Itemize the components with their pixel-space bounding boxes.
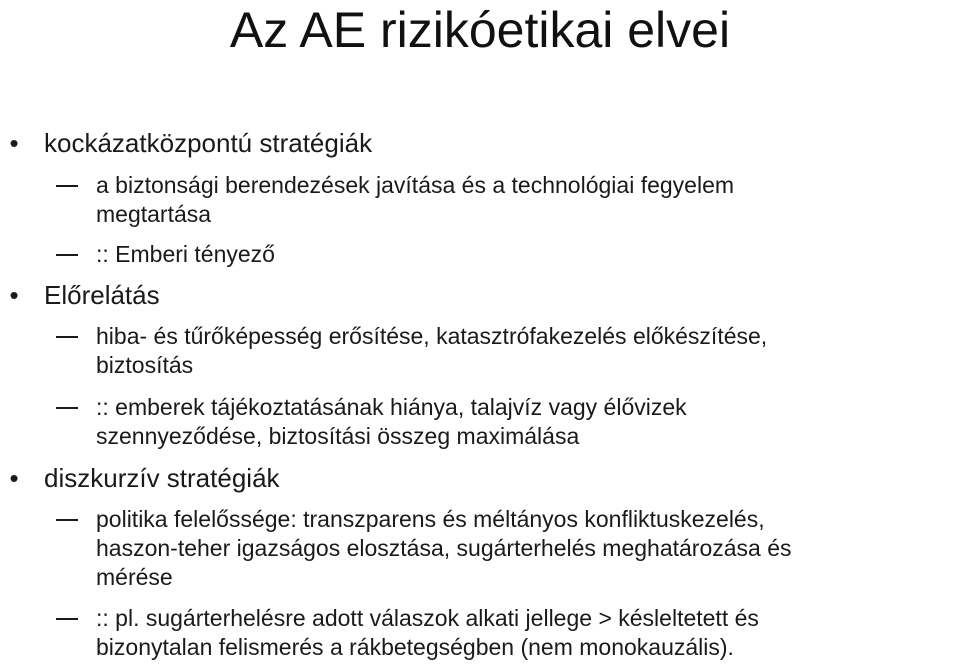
sub-bullet-emberi-tenyezo <box>96 240 960 269</box>
bullet-elorelatas <box>9 280 160 310</box>
bullet-text: diszkurzív stratégiák <box>44 463 280 493</box>
dash-icon <box>56 618 78 620</box>
bullet-diszkurziv-strategiak <box>9 463 280 493</box>
sub-bullet-politika-felelossege <box>96 505 960 592</box>
slide-title: Az AE rizikóetikai elvei <box>229 2 731 58</box>
sub-bullet-line: a biztonsági berendezések javítása és a technológiai fegyelem <box>96 172 735 198</box>
bullet-dot-icon: • <box>9 128 19 158</box>
dash-icon <box>56 254 78 256</box>
bullet-text: Előrelátás <box>44 280 160 310</box>
dash-icon <box>56 185 78 187</box>
sub-bullet-line: mérése <box>96 564 173 590</box>
sub-bullet-line: megtartása <box>96 201 212 227</box>
sub-bullet-hiba-es-turokepesseg <box>96 322 960 380</box>
sub-bullet-line: haszon-teher igazságos elosztása, sugárterhelés meghatározása és <box>96 535 792 561</box>
sub-bullet-line: biztosítás <box>96 352 194 378</box>
bullet-dot-icon: • <box>9 463 19 493</box>
dash-icon <box>56 336 78 338</box>
sub-bullet-line: szennyeződése, biztosítási összeg maximálása <box>96 423 580 449</box>
sub-bullet-biztonsagi-berendezesek <box>96 171 960 229</box>
sub-bullet-line: :: Emberi tényező <box>96 241 275 267</box>
sub-bullet-line: bizonytalan felismerés a rákbetegségben (nem monokauzális). <box>96 634 734 660</box>
sub-bullet-line: hiba- és tűrőképesség erősítése, katasztrófakezelés előkészítése, <box>96 323 768 349</box>
bullet-kockazatkozpontu-strategiak <box>9 128 373 158</box>
bullet-dot-icon: • <box>9 280 19 310</box>
sub-bullet-sugarterheles <box>96 604 960 662</box>
bullet-text: kockázatközpontú stratégiák <box>44 128 373 158</box>
dash-icon <box>56 407 78 409</box>
sub-bullet-line: :: emberek tájékoztatásának hiánya, talajvíz vagy élővizek <box>96 394 687 420</box>
sub-bullet-line: politika felelőssége: transzparens és méltányos konfliktuskezelés, <box>96 506 765 532</box>
sub-bullet-emberek-tajekoztatasa <box>96 393 960 451</box>
sub-bullet-line: :: pl. sugárterhelésre adott válaszok alkati jellege > késleltetett és <box>96 605 759 631</box>
dash-icon <box>56 519 78 521</box>
